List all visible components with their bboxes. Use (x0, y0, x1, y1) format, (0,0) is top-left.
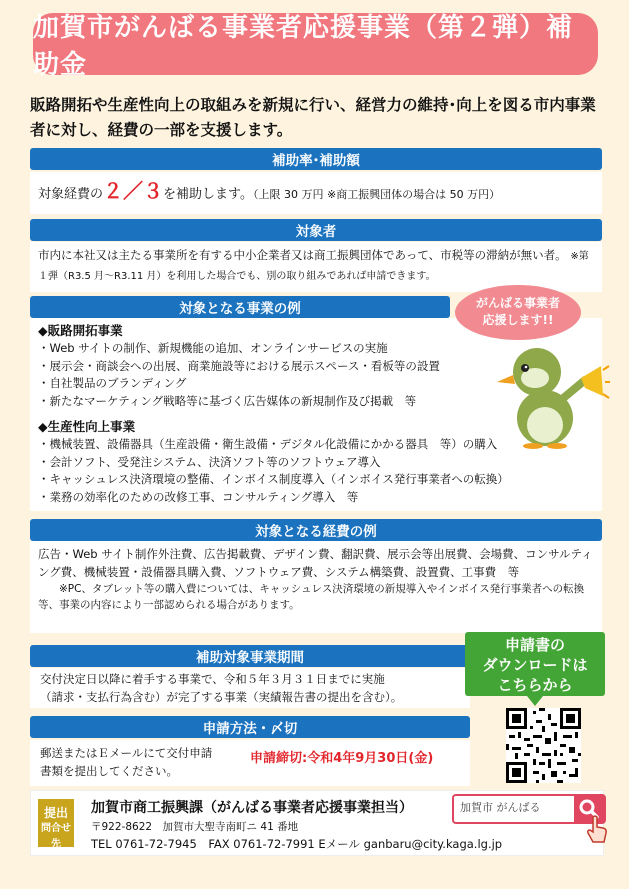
list-item: ・機械装置、設備器具（生産設備・衛生設備・デジタル化設備にかかる器具 等）の購入 (38, 437, 498, 451)
rate-prefix: 対象経費の (38, 187, 104, 202)
apply-line: 書類を提出してください。 (40, 764, 178, 778)
costs-text: 広告・Web サイト制作外注費、広告掲載費、デザイン費、翻訳費、展示会等出展費、会場費、コンサルティング費、機械装置・設備器具購入費、ソフトウェア費、システム構築費、設置費、工事費 等 (38, 547, 593, 579)
period-section (30, 668, 470, 708)
download-line: 申請書の (504, 636, 565, 654)
list-item: ・自社製品のブランディング (38, 376, 187, 390)
download-line: ダウンロードは (482, 656, 588, 674)
target-note: ※第１弾（R3.5 月～R3.11 月）を利用した場合でも、別の取り組みであれば申請できます。 (38, 251, 589, 282)
examples-heading: 対象となる事業の例 (30, 296, 450, 318)
list-item: ・Web サイトの制作、新規機能の追加、オンラインサービスの実施 (38, 341, 388, 355)
rate-detail: （上限 30 万円 ※商工振興団体の場合は 50 万円） (252, 188, 501, 201)
duck-mascot-icon (495, 340, 610, 450)
page-title: 加賀市がんばる事業者応援事業（第２弾）補助金 (33, 13, 574, 80)
category-title: ◆販路開拓事業 (38, 323, 123, 338)
category-title: ◆生産性向上事業 (38, 419, 136, 434)
contact-tel: TEL 0761-72-7945 FAX 0761-72-7991 Eメール ganbaru@city.kaga.lg.jp (91, 837, 503, 851)
contact-organization: 加賀市商工振興課（がんばる事業者応援事業担当） (91, 800, 413, 816)
list-item: ・会計ソフト、受発注システム、決済ソフト等のソフトウェア導入 (38, 454, 381, 469)
period-line: 交付決定日以降に着手する事業で、令和５年３月３１日までに実施 (40, 672, 385, 686)
pointer-hand-icon (585, 815, 609, 845)
period-heading: 補助対象事業期間 (30, 645, 470, 667)
deadline-text: 申請締切:令和4年9月30日(金) (250, 751, 434, 766)
bubble-line: 応援します!! (482, 313, 554, 327)
list-item: ・キャッシュレス決済環境の整備、インボイス制度導入（インボイス発行事業者への転換） (38, 472, 509, 486)
qr-code-icon[interactable] (506, 708, 581, 783)
contact-tag-line: 問合せ先 (41, 823, 71, 850)
target-heading: 対象者 (30, 219, 602, 241)
period-line: （請求・支払行為含む）が完了する事業（実績報告書の提出を含む）。 (40, 690, 403, 704)
list-item: ・業務の効率化のための改修工事、コンサルティング導入 等 (38, 489, 359, 504)
rate-suffix: を補助します。 (163, 187, 253, 202)
intro-text: 販路開拓や生産性向上の取組みを新規に行い、経営力の維持･向上を図る市内事業者に対し、経費の一部を支援します。 (30, 96, 596, 139)
costs-note: ※PC、タブレット等の購入費については、キャッシュレス決済環境の新規導入やインボイス発行事業者への転換等、事業の内容により一部認められる場合があります。 (38, 583, 585, 611)
list-item: ・新たなマーケティング戦略等に基づく広告媒体の新規制作及び掲載 等 (38, 393, 417, 408)
title-banner (33, 13, 598, 80)
apply-line: 郵送またはＥメールにて交付申請 (40, 746, 213, 760)
contact-address: 〒922-8622 加賀市大聖寺南町ニ 41 番地 (91, 821, 299, 833)
apply-section (30, 740, 470, 786)
contact-tag (38, 799, 74, 850)
search-input[interactable] (460, 800, 570, 813)
mascot-speech-bubble (455, 285, 581, 340)
bubble-line: がんばる事業者 (475, 296, 560, 310)
rate-line (38, 179, 501, 204)
download-line: こちらから (497, 676, 573, 694)
download-application-button[interactable] (465, 632, 605, 696)
costs-section (30, 541, 602, 633)
target-text: 市内に本社又は主たる事業所を有する中小企業者又は商工振興団体であって、市税等の滞納が無い者。 (38, 248, 567, 262)
rate-fraction: ２／３ (103, 179, 164, 203)
apply-heading: 申請方法・〆切 (30, 716, 470, 738)
contact-tag-line: 提出 (43, 806, 68, 820)
list-item: ・展示会・商談会への出展、商業施設等における展示スペース・看板等の設置 (38, 358, 440, 373)
search-box[interactable] (452, 794, 606, 824)
costs-heading: 対象となる経費の例 (30, 519, 602, 541)
rate-heading: 補助率･補助額 (30, 148, 602, 170)
rate-section (30, 172, 602, 214)
